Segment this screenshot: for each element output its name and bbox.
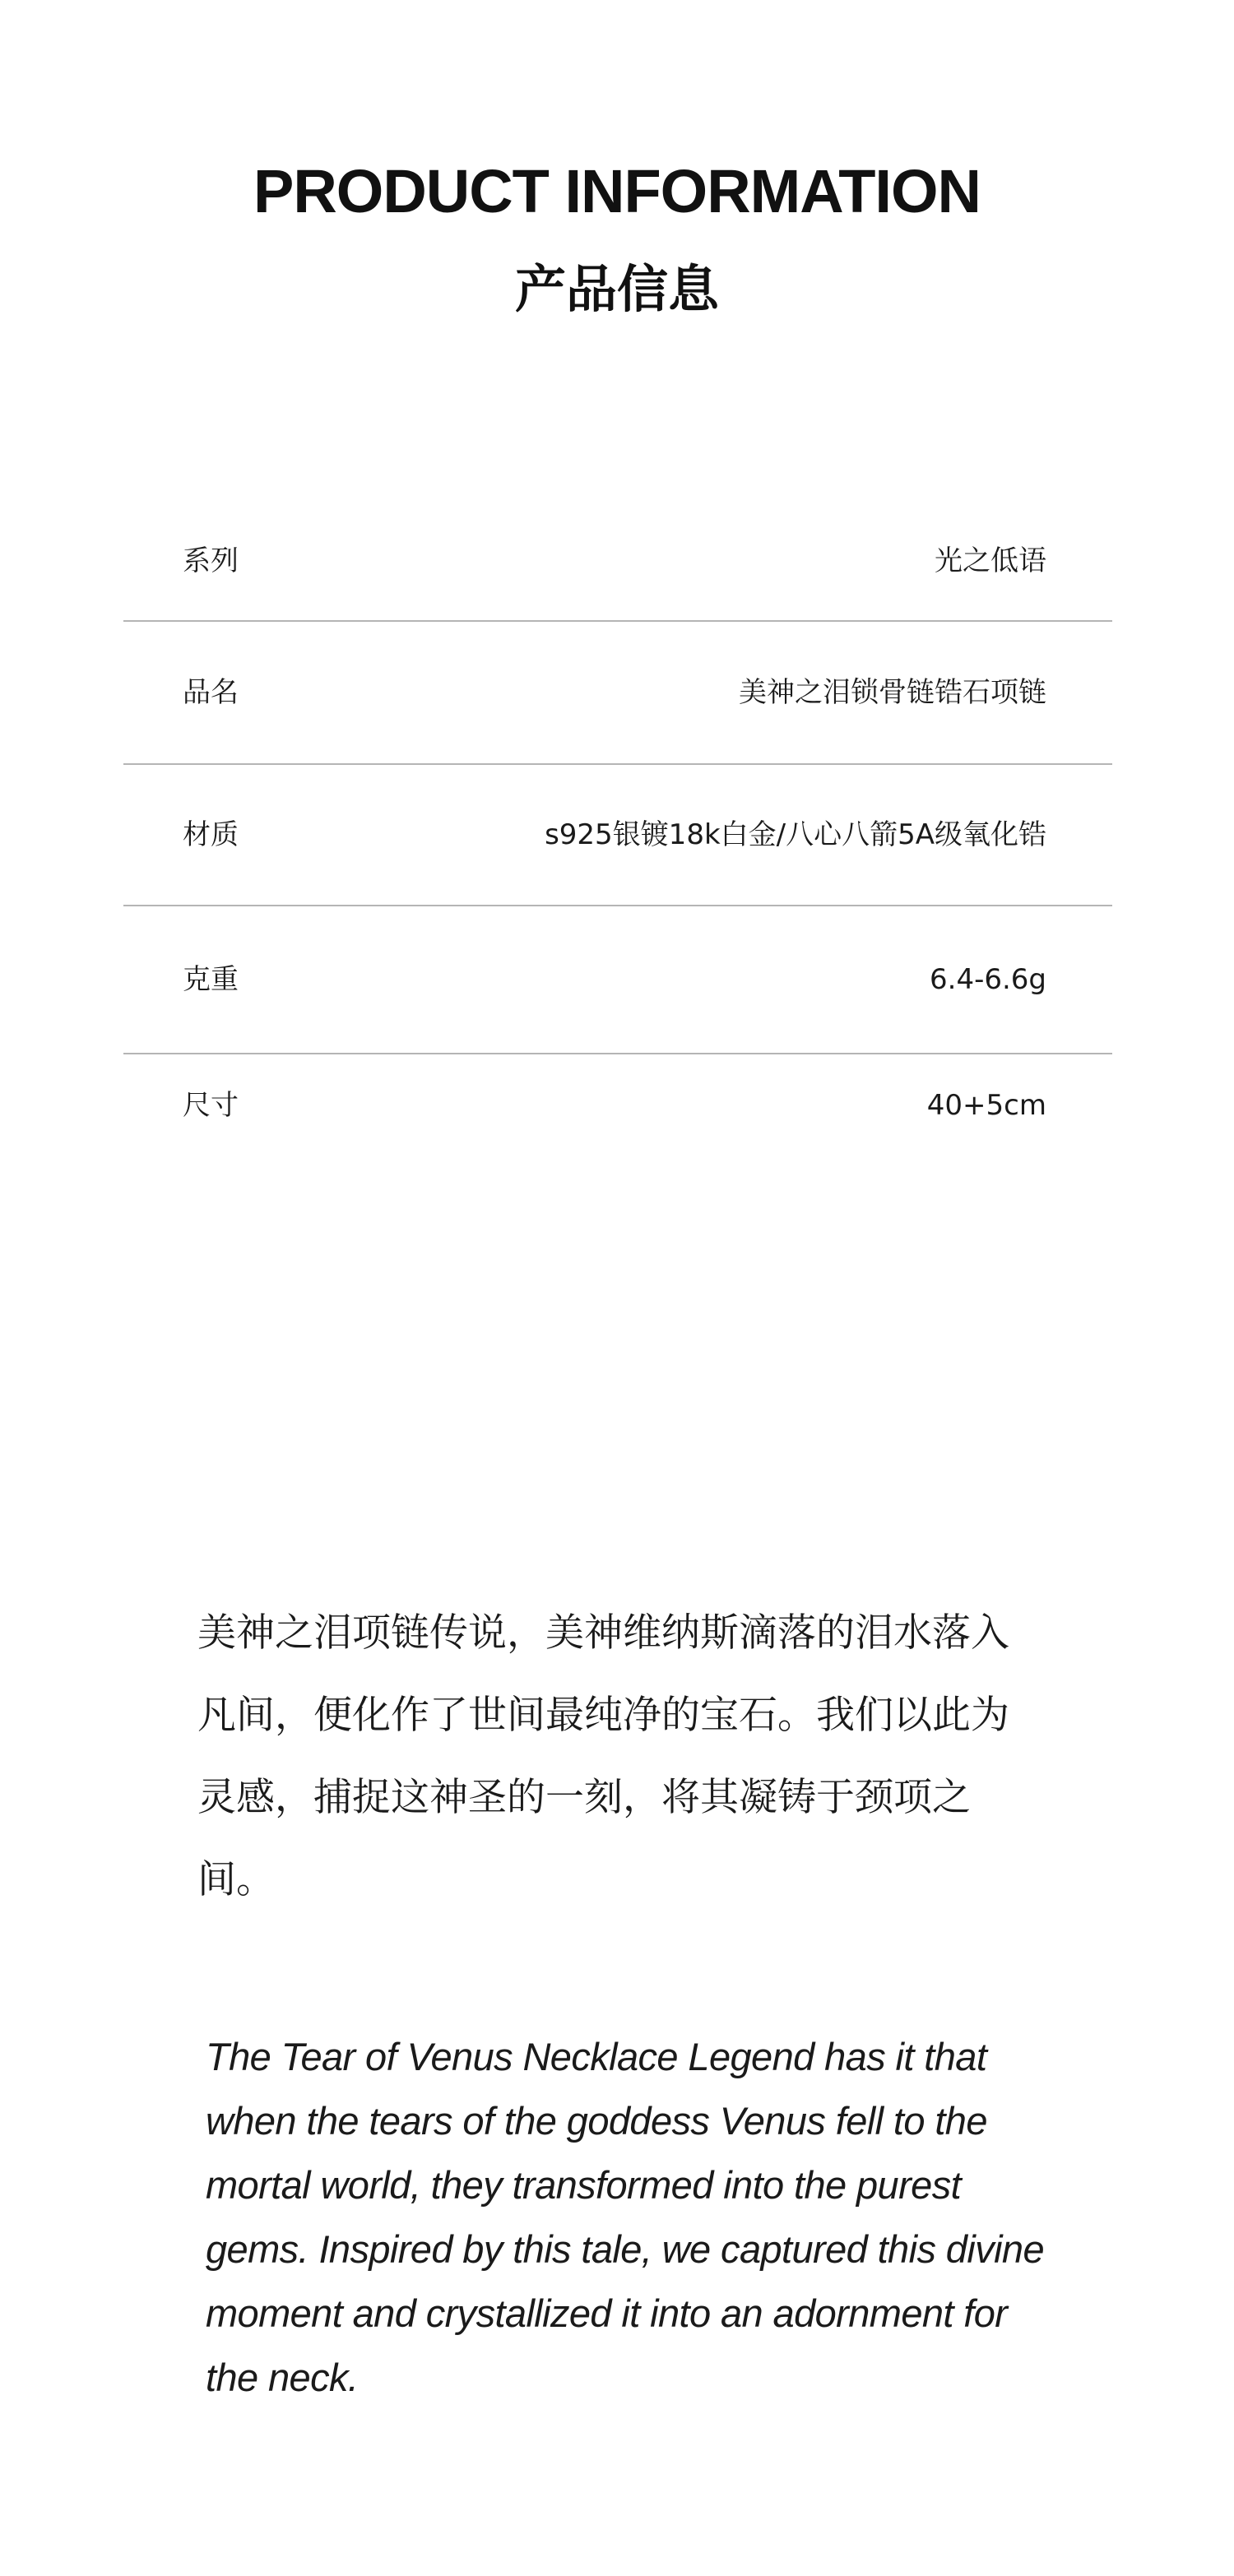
spec-row-series	[123, 497, 1112, 622]
spec-row-weight	[123, 906, 1112, 1054]
description-cn: 美神之泪项链传说，美神维纳斯滴落的泪水落入凡间，便化作了世间最纯净的宝石。我们以此为灵感，捕捉这神圣的一刻，将其凝铸于颈项之间。	[197, 1610, 1009, 1902]
spec-value: s925银镀18k白金/八心八箭5A级氧化锆	[545, 818, 1046, 851]
spec-value: 美神之泪锁骨链锆石项链	[739, 676, 1046, 709]
spec-row-name	[123, 622, 1112, 765]
page-title-en: PRODUCT INFORMATION	[253, 157, 981, 225]
spec-label: 系列	[183, 544, 239, 577]
spec-row-material	[123, 765, 1112, 906]
spec-label: 尺寸	[183, 1089, 239, 1122]
spec-row-size	[123, 1054, 1112, 1196]
spec-value: 光之低语	[935, 544, 1046, 577]
spec-label: 品名	[183, 676, 239, 709]
spec-label: 材质	[183, 818, 239, 851]
spec-table	[123, 497, 1112, 1196]
spec-label: 克重	[183, 963, 239, 996]
page-title-cn: 产品信息	[514, 259, 719, 319]
spec-value: 6.4-6.6g	[930, 963, 1046, 996]
description-en: The Tear of Venus Necklace Legend has it that when the tears of the goddess Venus fell to the mortal world, they transformed into the purest gems. Inspired by this tale, we captured this divine moment and crystallized it into an adornment for the neck.	[206, 2035, 1045, 2399]
spec-value: 40+5cm	[926, 1089, 1046, 1122]
